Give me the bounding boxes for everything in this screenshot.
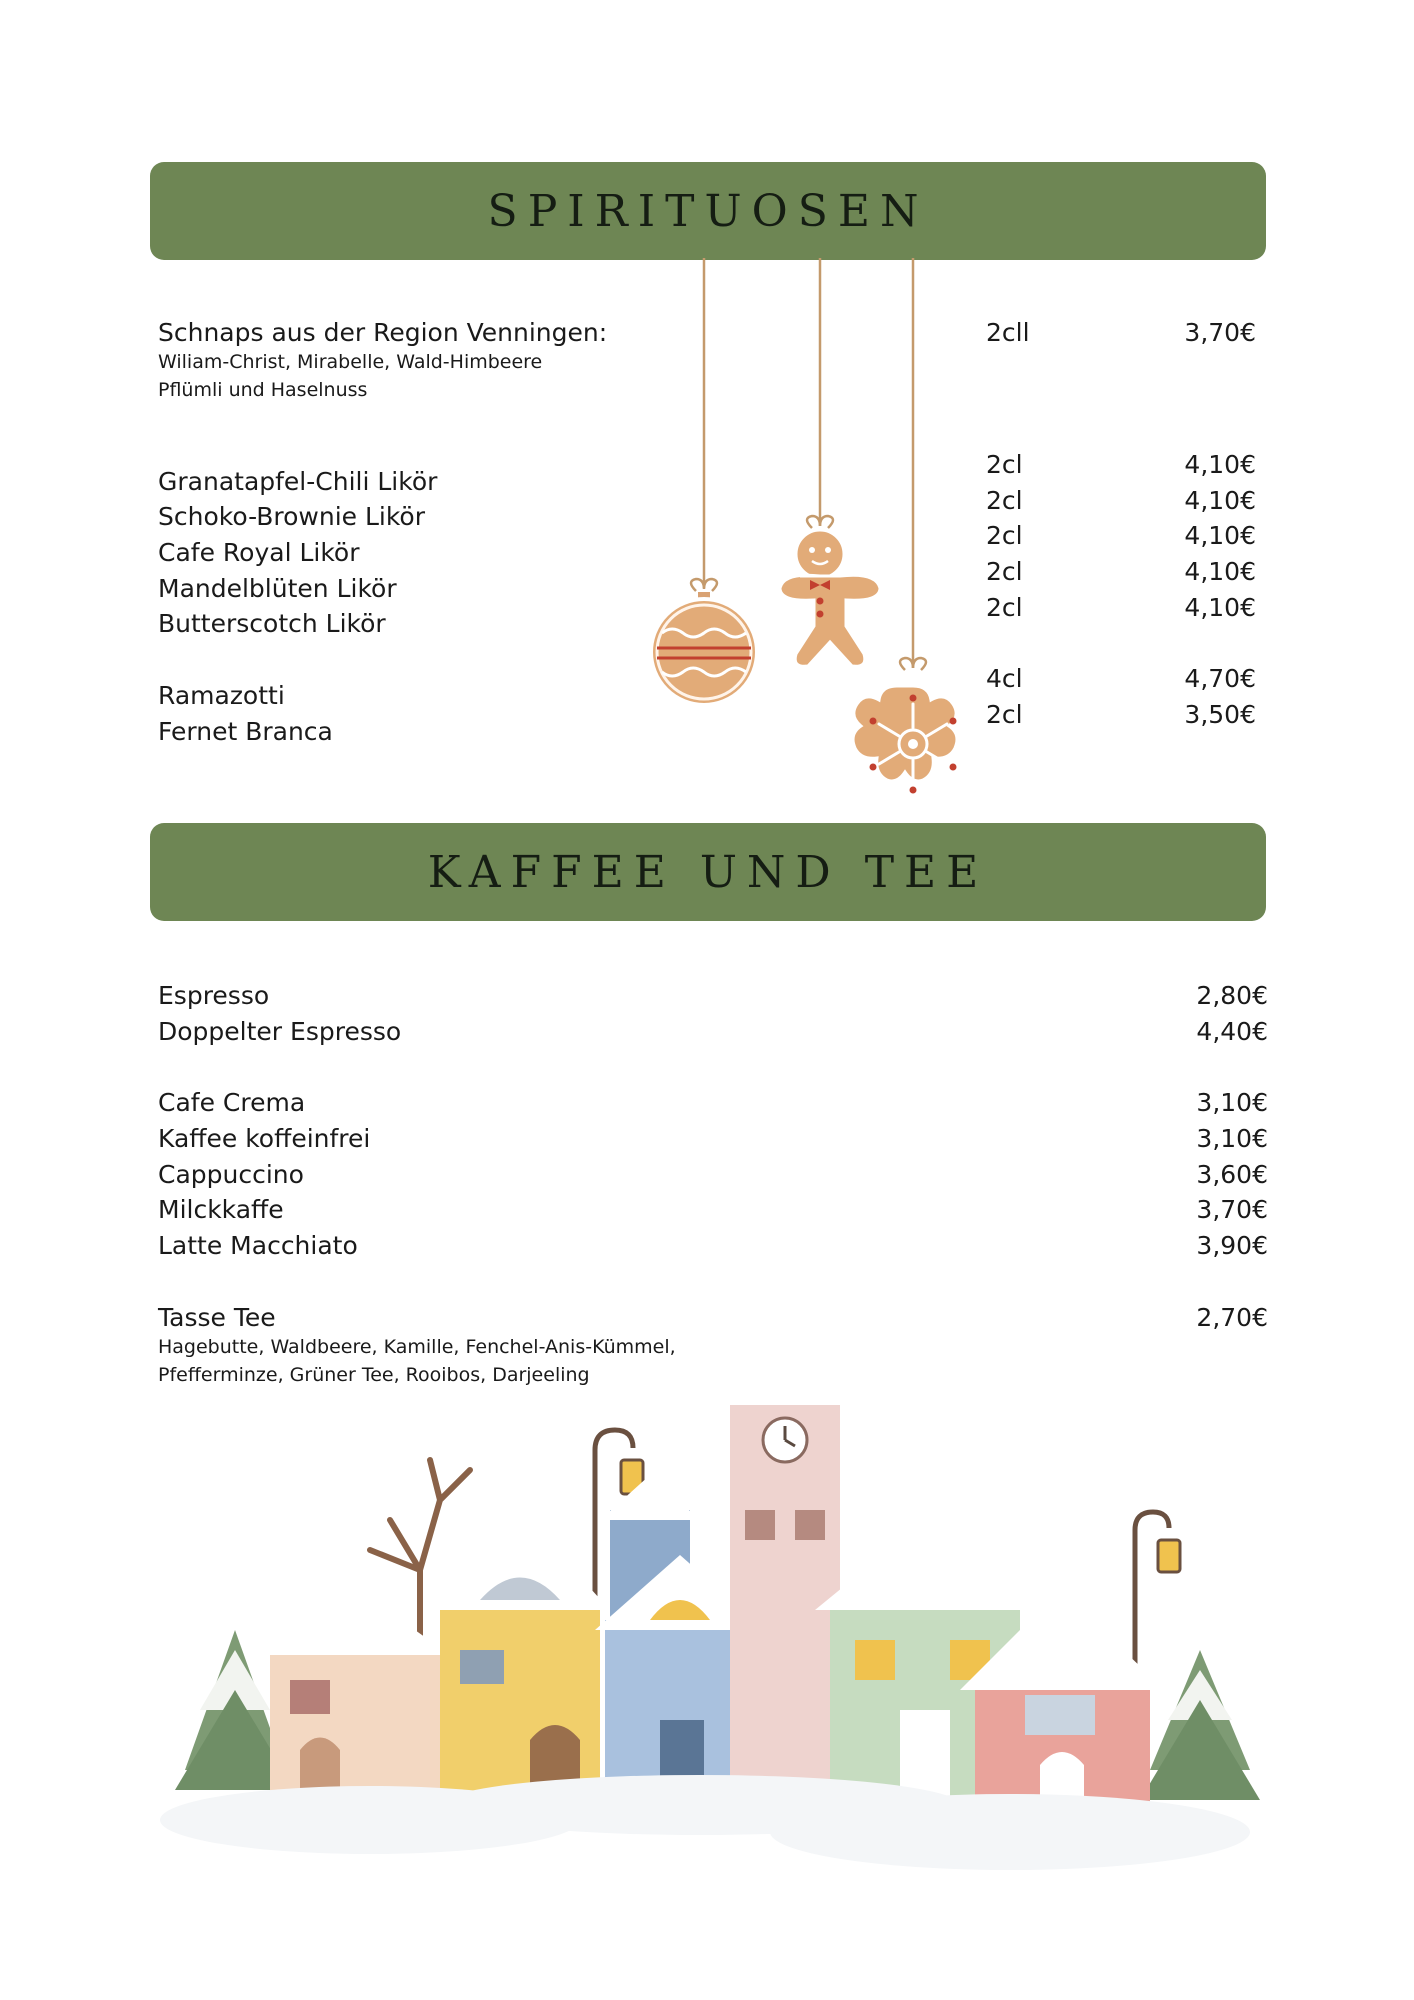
menu-item-amount: 2cl: [986, 486, 1023, 515]
menu-item-amount: 2cl: [986, 521, 1023, 550]
hanging-ornaments: [640, 258, 980, 808]
menu-item-price: 4,10€: [1184, 557, 1256, 586]
menu-item-name: Espresso: [158, 981, 270, 1010]
menu-item-name: Cappuccino: [158, 1160, 304, 1189]
menu-item-name: Schnaps aus der Region Venningen:: [158, 318, 608, 347]
section-banner-spirituosen: [150, 162, 1266, 260]
section-title-spirituosen: SPIRITUOSEN: [487, 185, 929, 237]
menu-item-name: Ramazotti: [158, 681, 285, 710]
menu-item-name: Butterscotch Likör: [158, 609, 386, 638]
gingerbread-man-ornament-icon: [780, 516, 880, 666]
bauble-ornament-icon: [651, 579, 757, 705]
menu-item-name: Fernet Branca: [158, 717, 333, 746]
menu-item-price: 4,40€: [1196, 1017, 1268, 1046]
snowy-village-illustration: [140, 1350, 1280, 1880]
ornament-strings: [704, 258, 913, 668]
menu-item-description: Pfefferminze, Grüner Tee, Rooibos, Darjeeling: [158, 1364, 590, 1386]
menu-item-name: Latte Macchiato: [158, 1231, 358, 1260]
menu-item-price: 3,10€: [1196, 1088, 1268, 1117]
menu-item-price: 4,10€: [1184, 450, 1256, 479]
menu-item-amount: 2cl: [986, 593, 1023, 622]
menu-item-name: Granatapfel-Chili Likör: [158, 467, 438, 496]
menu-item-price: 3,70€: [1184, 318, 1256, 347]
menu-item-description: Pflümli und Haselnuss: [158, 379, 368, 401]
menu-item-amount: 2cll: [986, 318, 1030, 347]
menu-item-price: 3,50€: [1184, 700, 1256, 729]
menu-item-price: 4,10€: [1184, 521, 1256, 550]
menu-item-price: 4,70€: [1184, 664, 1256, 693]
menu-item-price: 4,10€: [1184, 486, 1256, 515]
menu-item-price: 3,70€: [1196, 1195, 1268, 1224]
house-yellow-icon: [430, 1555, 610, 1800]
menu-item-amount: 2cl: [986, 700, 1023, 729]
menu-item-name: Cafe Crema: [158, 1088, 306, 1117]
menu-item-price: 3,90€: [1196, 1231, 1268, 1260]
menu-item-amount: 2cl: [986, 557, 1023, 586]
menu-item-amount: 2cl: [986, 450, 1023, 479]
menu-item-amount: 4cl: [986, 664, 1023, 693]
menu-item-price: 3,10€: [1196, 1124, 1268, 1153]
section-banner-kaffee: [150, 823, 1266, 921]
menu-item-price: 2,70€: [1196, 1303, 1268, 1332]
menu-item-price: 4,10€: [1184, 593, 1256, 622]
snowflake-cookie-ornament-icon: [853, 658, 957, 794]
menu-item-name: Mandelblüten Likör: [158, 574, 397, 603]
pine-tree-icon: [1140, 1650, 1260, 1800]
menu-item-name: Cafe Royal Likör: [158, 538, 360, 567]
menu-item-name: Milckkaffe: [158, 1195, 284, 1224]
menu-item-price: 2,80€: [1196, 981, 1268, 1010]
section-title-kaffee: KAFFEE UND TEE: [427, 846, 989, 898]
menu-item-description: Wiliam-Christ, Mirabelle, Wald-Himbeere: [158, 351, 543, 373]
menu-item-name: Schoko-Brownie Likör: [158, 502, 426, 531]
menu-item-description: Hagebutte, Waldbeere, Kamille, Fenchel-Anis-Kümmel,: [158, 1336, 676, 1358]
menu-item-name: Tasse Tee: [158, 1303, 276, 1332]
menu-item-price: 3,60€: [1196, 1160, 1268, 1189]
menu-item-name: Kaffee koffeinfrei: [158, 1124, 371, 1153]
menu-item-name: Doppelter Espresso: [158, 1017, 402, 1046]
